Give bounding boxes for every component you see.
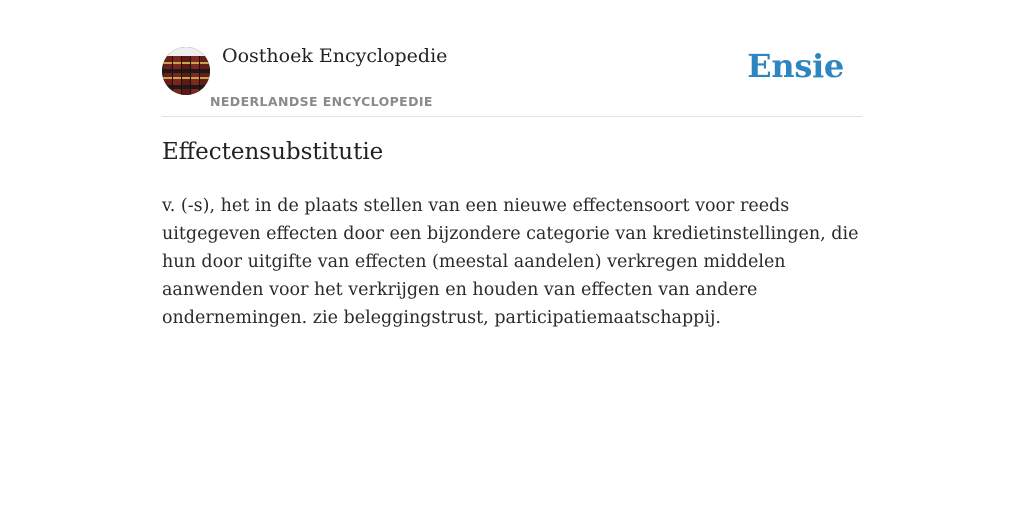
- ensie-logo[interactable]: Ensie: [747, 47, 844, 85]
- entry-title: Effectensubstitutie: [162, 139, 384, 165]
- link-separator: ,: [483, 308, 495, 328]
- header: [162, 0, 862, 117]
- definition-text: v. (-s), het in de plaats stellen van een nieuwe effectensoort voor reeds uitgegeven effecten door een bijzondere categorie van kredietinstellingen, die hun door uitgifte van effecten (meestal aandelen) verkregen middelen aanwenden voor het verkrijgen en houden van effecten van andere ondernemingen. zie: [162, 196, 859, 328]
- link-participatiemaatschappij[interactable]: participatiemaatschappij: [494, 308, 716, 328]
- entry-definition: [162, 192, 862, 332]
- source-title-link[interactable]: Oosthoek Encyclopedie: [222, 45, 448, 67]
- source-subtitle-link[interactable]: NEDERLANDSE ENCYCLOPEDIE: [210, 94, 433, 109]
- encyclopedia-books-icon[interactable]: [162, 47, 210, 95]
- link-beleggingstrust[interactable]: beleggingstrust: [343, 308, 484, 328]
- definition-end: .: [715, 308, 721, 328]
